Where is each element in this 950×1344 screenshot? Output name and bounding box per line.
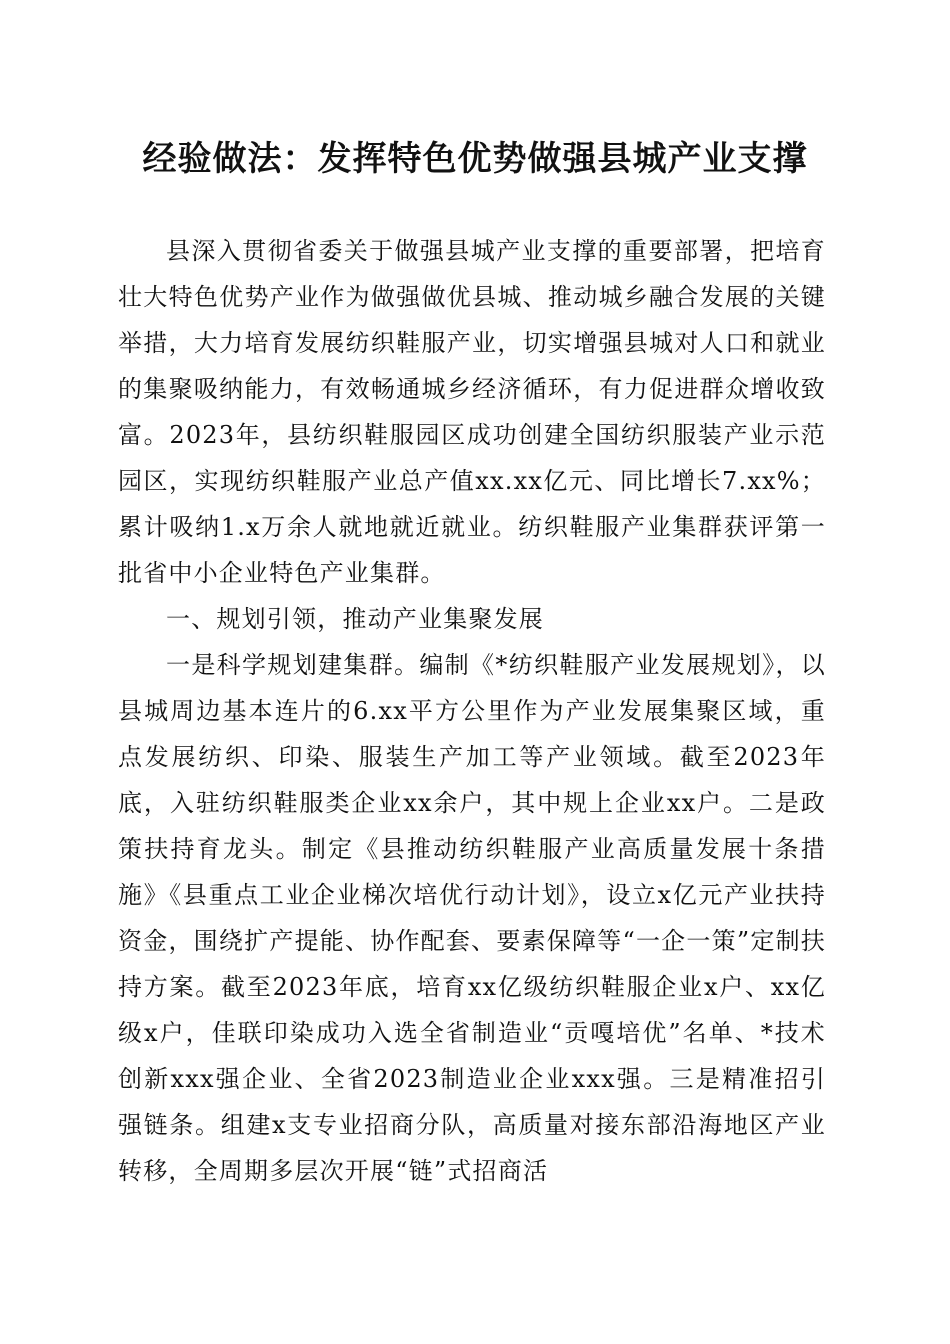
- document-body: [118, 228, 826, 1194]
- intro-paragraph: 县深入贯彻省委关于做强县城产业支撑的重要部署，把培育壮大特色优势产业作为做强做优县城、推动城乡融合发展的关键举措，大力培育发展纺织鞋服产业，切实增强县城对人口和就业的集聚吸纳能力，有效畅通城乡经济循环，有力促进群众增收致富。2023年，县纺织鞋服园区成功创建全国纺织服装产业示范园区，实现纺织鞋服产业总产值xx.xx亿元、同比增长7.xx%；累计吸纳1.x万余人就地就近就业。纺织鞋服产业集群获评第一批省中小企业特色产业集群。: [118, 237, 826, 587]
- section-1-heading: 一、规划引领，推动产业集聚发展: [166, 605, 544, 633]
- section-1-paragraph: 一是科学规划建集群。编制《*纺织鞋服产业发展规划》，以县城周边基本连片的6.xx平方公里作为产业发展集聚区域，重点发展纺织、印染、服装生产加工等产业领域。截至2023年底，入驻纺织鞋服类企业xx余户，其中规上企业xx户。二是政策扶持育龙头。制定《县推动纺织鞋服产业高质量发展十条措施》《县重点工业企业梯次培优行动计划》，设立x亿元产业扶持资金，围绕扩产提能、协作配套、要素保障等“一企一策”定制扶持方案。截至2023年底，培育xx亿级纺织鞋服企业x户、xx亿级x户，佳联印染成功入选全省制造业“贡嘎培优”名单、*技术创新xxx强企业、全省2023制造业企业xxx强。三是精准招引强链条。组建x支专业招商分队，高质量对接东部沿海地区产业转移，全周期多层次开展“链”式招商活: [118, 651, 826, 1185]
- document-title: 经验做法：发挥特色优势做强县城产业支撑: [142, 139, 808, 179]
